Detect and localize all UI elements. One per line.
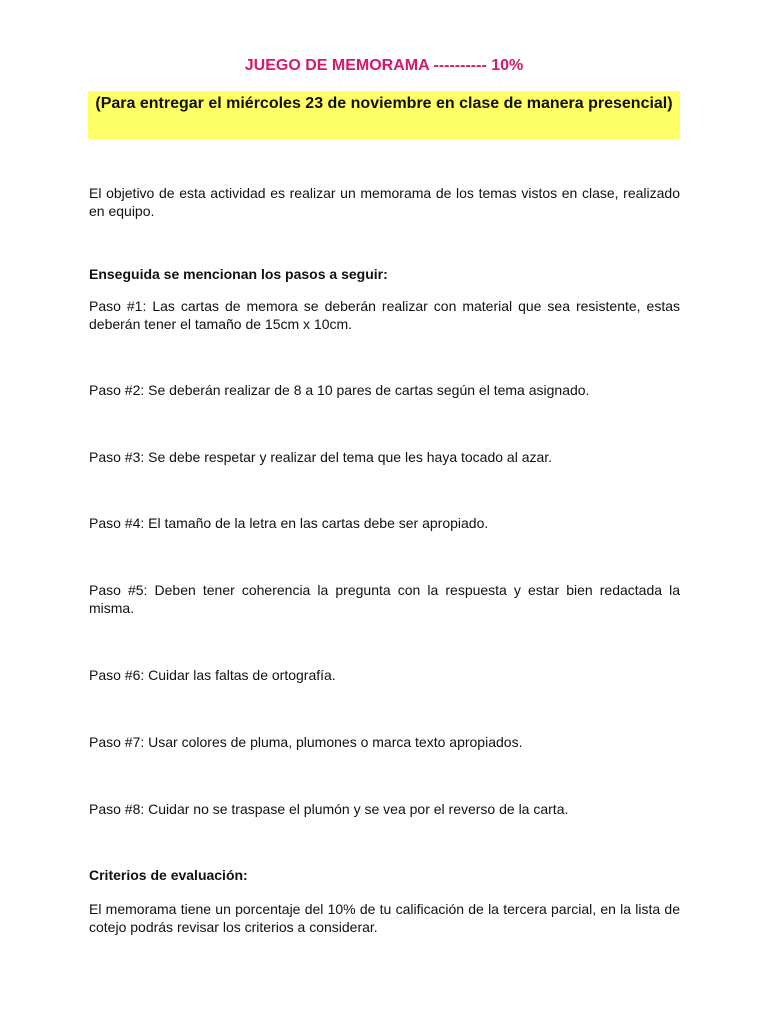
step-1: Paso #1: Las cartas de memora se deberán realizar con material que sea resistente, estas deberán tener el tamaño de 15cm x 10cm. xyxy=(89,298,680,332)
criteria-heading: Criterios de evaluación: xyxy=(89,867,248,883)
step-4: Paso #4: El tamaño de la letra en las cartas debe ser apropiado. xyxy=(89,515,489,531)
step-6: Paso #6: Cuidar las faltas de ortografía. xyxy=(89,667,336,683)
step-7: Paso #7: Usar colores de pluma, plumones o marca texto apropiados. xyxy=(89,734,523,750)
criteria-paragraph: El memorama tiene un porcentaje del 10% de tu calificación de la tercera parcial, en la lista de cotejo podrás revisar los criterios a considerar. xyxy=(89,901,680,935)
document-title: JUEGO DE MEMORAMA ---------- 10% xyxy=(244,57,524,74)
steps-heading: Enseguida se mencionan los pasos a seguir: xyxy=(89,266,388,282)
delivery-note: (Para entregar el miércoles 23 de noviembre en clase de manera presencial) xyxy=(95,95,673,112)
step-2: Paso #2: Se deberán realizar de 8 a 10 pares de cartas según el tema asignado. xyxy=(89,382,590,398)
step-5: Paso #5: Deben tener coherencia la pregunta con la respuesta y estar bien redactada la misma. xyxy=(89,582,680,616)
step-8: Paso #8: Cuidar no se traspase el plumón y se vea por el reverso de la carta. xyxy=(89,801,569,817)
step-3: Paso #3: Se debe respetar y realizar del tema que les haya tocado al azar. xyxy=(89,449,553,465)
objective-paragraph: El objetivo de esta actividad es realizar un memorama de los temas vistos en clase, realizado en equipo. xyxy=(89,185,680,219)
